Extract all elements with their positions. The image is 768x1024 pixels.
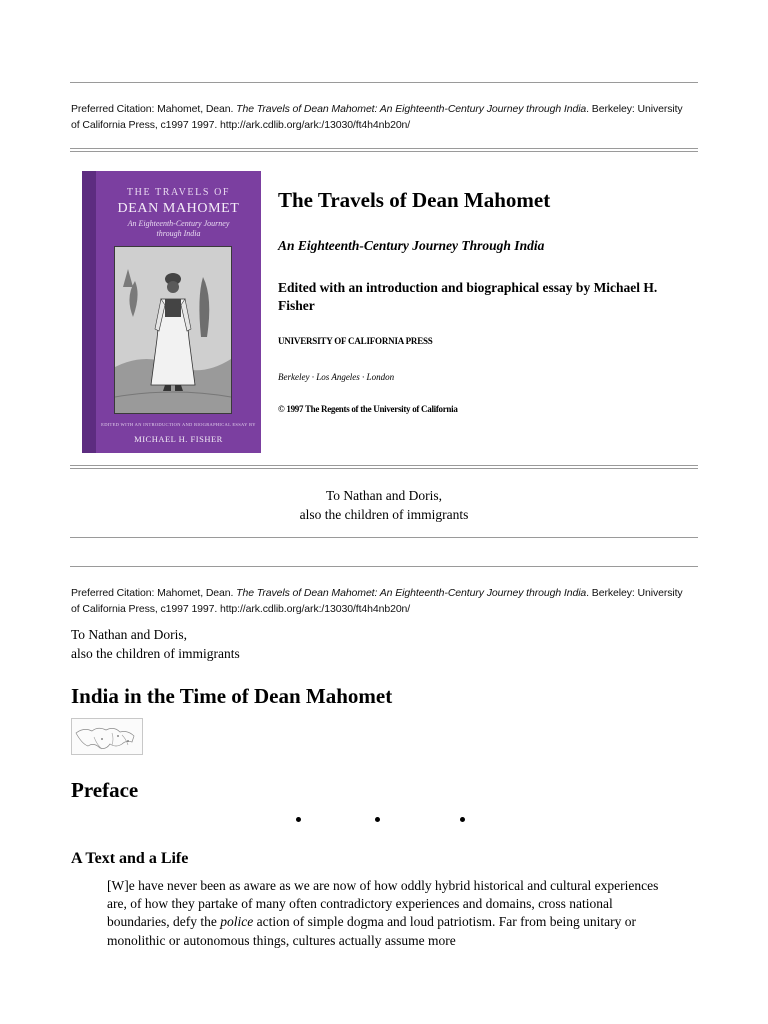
copyright-notice: © 1997 The Regents of the University of California [278, 404, 458, 414]
divider [70, 566, 698, 567]
cover-credit-line: EDITED WITH AN INTRODUCTION AND BIOGRAPHICAL ESSAY BY [101, 422, 256, 427]
quote-text-part2: action of simple dogma and loud patriotism. Far from being unitary or monolithic or autonomous things, cultures actually assume more [107, 914, 637, 948]
quote-italic-word: police [220, 914, 254, 930]
dedication-line2: also the children of immigrants [71, 646, 240, 661]
citation-suffix: . Berkeley: University of California Press, c1997 1997. http://ark.cdlib.org/ark:/13030/ft4h4nb20n/ [71, 103, 683, 131]
cover-subtitle: An Eighteenth-Century Journey through India [127, 219, 230, 238]
section-heading-india: India in the Time of Dean Mahomet [71, 684, 393, 708]
citation-suffix: . Berkeley: University of California Press, c1997 1997. http://ark.cdlib.org/ark:/13030/ft4h4nb20n/ [71, 587, 683, 615]
book-title: The Travels of Dean Mahomet [278, 188, 551, 212]
subsection-heading: A Text and a Life [71, 850, 189, 867]
cover-title-line1: THE TRAVELS OF [126, 187, 231, 198]
cover-portrait-illustration [114, 246, 232, 414]
dedication-line1: To Nathan and Doris, [71, 627, 188, 642]
divider [70, 537, 698, 538]
preferred-citation [71, 101, 691, 133]
dedication-line1: To Nathan and Doris, [325, 488, 443, 503]
top-divider [70, 82, 698, 83]
publisher: UNIVERSITY OF CALIFORNIA PRESS [278, 336, 433, 346]
citation-title-link[interactable]: The Travels of Dean Mahomet: An Eighteenth-Century Journey through India [236, 587, 587, 599]
citation-prefix: Preferred Citation: Mahomet, Dean. [71, 103, 237, 115]
dedication-line2: also the children of immigrants [299, 507, 469, 522]
book-cover-image [82, 171, 261, 453]
editor-credit: Edited with an introduction and biographical essay by Michael H. Fisher [278, 280, 658, 313]
quote-text-part1: [W]e have never been as aware as we are now of how oddly hybrid historical and cultural experiences are, of how they partake of many often contradictory experiences and domains, cross national boundaries, defy the [107, 878, 659, 930]
block-quote [107, 877, 667, 950]
divider [70, 465, 698, 469]
cover-spine [82, 171, 96, 453]
publisher-places: Berkeley · Los Angeles · London [278, 372, 395, 382]
book-subtitle: An Eighteenth-Century Journey Through India [278, 238, 545, 253]
separator-dot [375, 817, 380, 822]
separator-dot [460, 817, 465, 822]
dedication-centered [70, 486, 698, 524]
map-thumbnail[interactable] [71, 718, 143, 755]
citation-title-link[interactable]: The Travels of Dean Mahomet: An Eighteenth-Century Journey through India [236, 103, 587, 115]
preferred-citation [71, 585, 691, 617]
cover-title-line2: DEAN MAHOMET [117, 201, 240, 216]
citation-prefix: Preferred Citation: Mahomet, Dean. [71, 587, 237, 599]
divider [70, 148, 698, 152]
cover-editor-name: MICHAEL H. FISHER [134, 434, 223, 444]
dedication-left [71, 625, 240, 663]
section-heading-preface: Preface [71, 778, 139, 802]
separator-dot [296, 817, 301, 822]
